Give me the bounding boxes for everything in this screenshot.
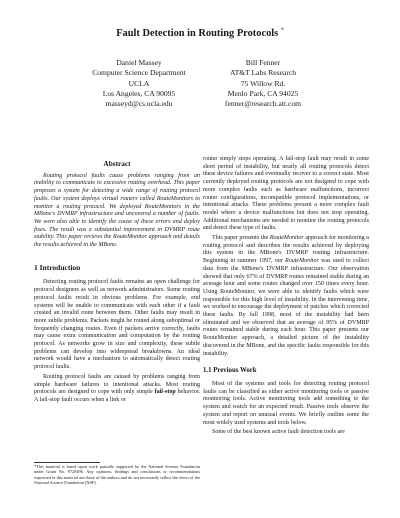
footnote: *This material is based upon work partially supported by the National Science Foundation under Grant No. 9728496. Any opinions, findings and conclusions or recommendations expressed in this material are those of the authors and do not necessarily reflect the views of the National Science Foundation (NSF). bbox=[34, 464, 200, 485]
right-paragraph-2-text: approach for monitoring a routing protocol and describes the results achieved by deploying this system in the MBone's DVMRP routing infrastructure. Beginning in summer 1997, our bbox=[203, 235, 369, 265]
right-paragraph-2 bbox=[203, 235, 369, 358]
author-email: fenner@research.att.com bbox=[224, 99, 302, 109]
right-paragraph-2-text: This paper presents the bbox=[212, 235, 270, 242]
left-column bbox=[34, 160, 200, 405]
section-heading-introduction: 1 Introduction bbox=[34, 262, 81, 272]
author-city: Menlo Park, CA 94025 bbox=[227, 88, 299, 98]
author-name: Daniel Massey bbox=[116, 58, 162, 67]
intro-paragraph-1: Detecting routing protocol faults remains an open challenge for protocol designers as well as network administrators. Some routing protocol faults result in obvious problems. For example, end systems will be unable to communicate with each other if a fault created an invalid route between them. Other faults may result in more subtle problems. Packets might be routed along suboptimal or frequently changing routes. Even if packets arrive correctly, faults may cause extra communication and computation by the routing protocol. As networks grow in size and complexity, these subtle problems can develop into widespread breakdowns. An ideal network would have a mechanism to automatically detect routing protocol faults. bbox=[34, 279, 200, 371]
intro-paragraph-2-tail: behavior. A fail-stop fault occurs when a link or bbox=[34, 389, 200, 403]
intro-paragraph-2 bbox=[34, 374, 200, 405]
fail-stop-term: fail-stop bbox=[154, 389, 176, 396]
paper-title bbox=[0, 27, 400, 40]
paper-title-text: Fault Detection in Routing Protocols bbox=[116, 28, 279, 39]
previous-work-paragraph-2: Some of the best known active fault detection tools are bbox=[212, 429, 345, 436]
right-paragraph-1: router simply stops operating. A fail-stop fault may result in some short period of instability, but nearly all routing protocols detect these device failures and eventually recover to a correct state. Most currently deployed routing protocols are not designed to cope with more complex faults such as hardware malfunctions, incorrect router configurations, incompatible protocol implementations, or intentional attacks. These problems present a more complex fault model where a device malfunctions but does not stop operating. Additional mechanisms are needed to monitor the routing protocols and detect these type of faults. bbox=[203, 156, 369, 232]
abstract-text: Routing protocol faults cause problems ranging from an inability to communicate to excessive routing overhead. This paper proposes a system for detecting a wide range of routing protocol faults. Our system deploys virtual routers called RouteMonitors to monitor a routing protocol. We deployed RouteMonitors in the MBone's DVMRP infrastructure and uncovered a number of faults. We were also able to identify the cause of these errors and deploy fixes. The result was a substantial improvement in DVMRP route stability. This paper reviews the RouteMonitor approach and details the results achieved in the MBone. bbox=[34, 172, 200, 249]
author-city: Los Angeles, CA 90095 bbox=[102, 88, 176, 98]
routemonitor-term: RouteMonitor bbox=[269, 235, 304, 242]
abstract-heading: Abstract bbox=[103, 159, 131, 168]
author-name: Bill Fenner bbox=[245, 58, 281, 67]
author-department: Computer Science Department bbox=[92, 68, 186, 78]
author-organization: 75 Willow Rd. bbox=[240, 78, 286, 88]
previous-work-paragraph-1: Most of the systems and tools for detecting routing protocol faults can be classified as either active monitoring tools or passive monitoring tools. Active monitoring tools add something to the system and watch for an expected result. Passive tools observe the system and report on unusual events. We briefly outline some the most widely used systems and tools below. bbox=[203, 380, 369, 426]
author-email: masseyd@cs.ucla.edu bbox=[105, 99, 173, 109]
author-organization: UCLA bbox=[128, 78, 150, 88]
author-block-2 bbox=[178, 58, 348, 109]
footnote-divider bbox=[34, 462, 100, 463]
intro-paragraph-2-text: Routing protocol faults are caused by problems ranging from simple hardware failures to intentional attacks. Most routing protocols are designed to cope with only simple bbox=[34, 373, 200, 396]
right-paragraph-2-text: was used to collect data from the MBone's DVMRP infrastructure. Our observation showed that only 67% of DVMRP routes remained stable during an average hour and some routes changed over 150 times every hour. Using RouteMonitor, we were able to identify faults which were responsible for this high level of instability. In the intervening time, we worked to encourage the deployment of patches which corrected these faults. By fall 1998, most of the instability had been eliminated and we observed that an average of 95% of DVMRP routes remained stable during each hour. This paper presents our RouteMonitor approach, a detailed picture of the instability discovered in the MBone, and the specific faults responsible for this instability. bbox=[203, 258, 369, 357]
title-footnote-mark: * bbox=[280, 27, 284, 34]
right-column bbox=[203, 156, 369, 437]
routemonitor-term: RouteMonitor bbox=[285, 258, 319, 265]
subsection-heading-previous-work: 1.1 Previous Work bbox=[203, 367, 257, 375]
author-department: AT&T Labs Research bbox=[229, 68, 297, 78]
